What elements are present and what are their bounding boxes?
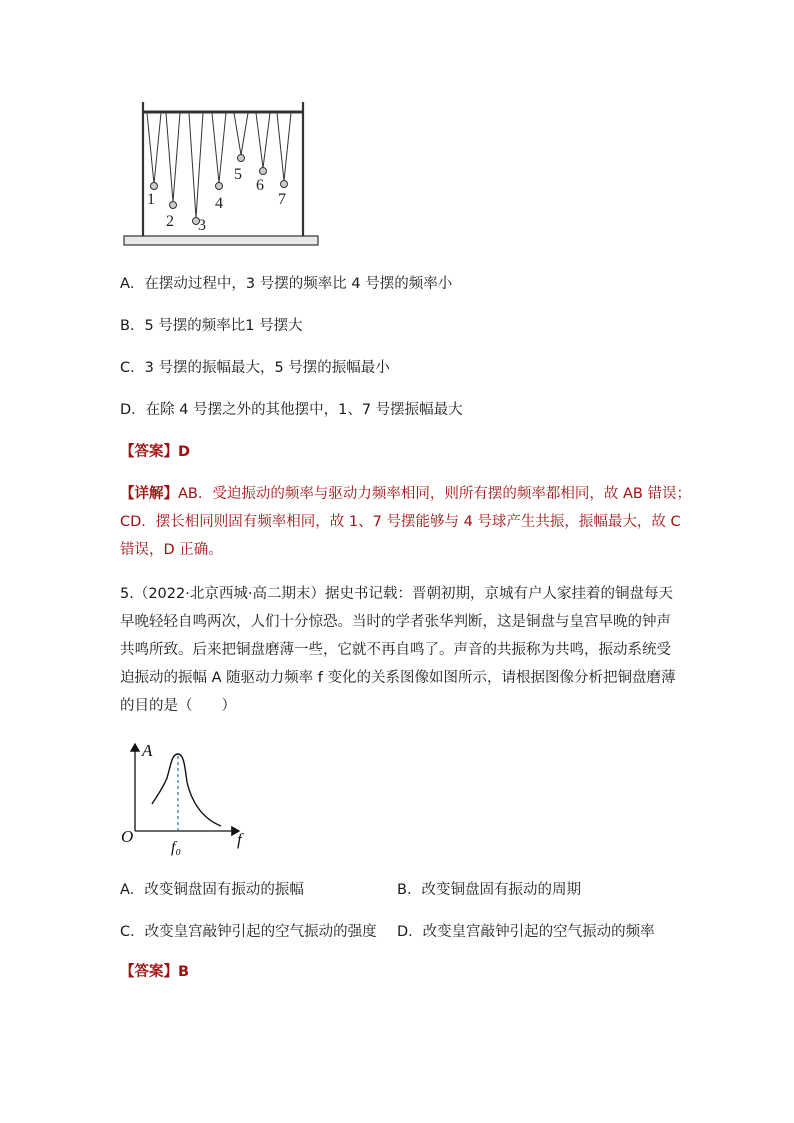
q5-stem-line-3: 共鸣所致。后来把铜盘磨薄一些，它就不再自鸣了。声音的共振称为共鸣，振动系统受 <box>120 642 671 658</box>
answer-value: B <box>178 964 190 980</box>
pendulum-label-4: 4 <box>215 195 223 212</box>
answer-value: D <box>178 444 191 460</box>
q4-answer <box>120 442 190 462</box>
q4-option-a: A．在摆动过程中，3 号摆的频率比 4 号摆的频率小 <box>120 276 453 292</box>
pendulum-4 <box>212 113 226 190</box>
y-axis-label: A <box>142 741 153 760</box>
resonance-graph <box>115 738 255 860</box>
figure-base <box>124 236 318 245</box>
pendulum-7 <box>277 113 291 188</box>
pendulum-2 <box>166 113 180 209</box>
analysis-label: 【详解】 <box>120 486 178 502</box>
q5-option-b: B．改变铜盘固有振动的周期 <box>397 882 581 898</box>
q5-answer <box>120 962 189 982</box>
q5-stem-line-2: 早晚轻轻自鸣两次，人们十分惊恐。当时的学者张华判断，这是铜盘与皇宫早晚的钟声 <box>120 614 671 630</box>
f0-label: f₀ <box>171 839 182 856</box>
x-axis-label: f <box>237 830 242 849</box>
q5-stem-line-5: 的目的是（ ） <box>120 698 236 714</box>
q4-analysis-line-2: CD．摆长相同则固有频率相同，故 1、7 号摆能够与 4 号球产生共振，振幅最大，故 C <box>120 514 681 530</box>
q4-option-b: B．5 号摆的频率比1 号摆大 <box>120 318 303 334</box>
answer-label: 【答案】 <box>120 964 178 980</box>
pendulum-label-7: 7 <box>278 191 286 208</box>
q4-option-d: D．在除 4 号摆之外的其他摆中，1、7 号摆振幅最大 <box>120 402 463 418</box>
answer-label: 【答案】 <box>120 444 178 460</box>
q5-option-a: A．改变铜盘固有振动的振幅 <box>120 882 304 898</box>
q5-stem-line-1: 5.（2022·北京西城·高二期末）据史书记载：晋朝初期，京城有户人家挂着的铜盘每天 <box>120 586 673 602</box>
pendulum-label-2: 2 <box>166 213 174 230</box>
pendulum-6 <box>256 113 270 175</box>
origin-label: O <box>121 827 134 846</box>
pendulum-1 <box>147 113 161 190</box>
q4-analysis-line-1 <box>120 484 691 504</box>
pendulum-figure <box>120 98 325 250</box>
q5-option-d: D．改变皇宫敲钟引起的空气振动的频率 <box>397 924 655 940</box>
q4-analysis-line-3: 错误，D 正确。 <box>120 542 223 558</box>
resonance-curve <box>152 754 221 826</box>
pendulum-label-6: 6 <box>256 177 264 194</box>
pendulum-label-3: 3 <box>198 217 206 234</box>
pendulum-label-1: 1 <box>147 191 155 208</box>
pendulum-5 <box>234 113 248 162</box>
q5-stem-line-4: 迫振动的振幅 A 随驱动力频率 f 变化的关系图像如图所示，请根据图像分析把铜盘磨薄 <box>120 670 676 686</box>
analysis-text: AB．受迫振动的频率与驱动力频率相同，则所有摆的频率都相同，故 AB 错误； <box>178 486 691 502</box>
pendulum-3 <box>189 113 203 225</box>
q5-option-c: C．改变皇宫敲钟引起的空气振动的强度 <box>120 924 377 940</box>
pendulum-label-5: 5 <box>234 166 242 183</box>
q4-option-c: C．3 号摆的振幅最大，5 号摆的振幅最小 <box>120 360 390 376</box>
